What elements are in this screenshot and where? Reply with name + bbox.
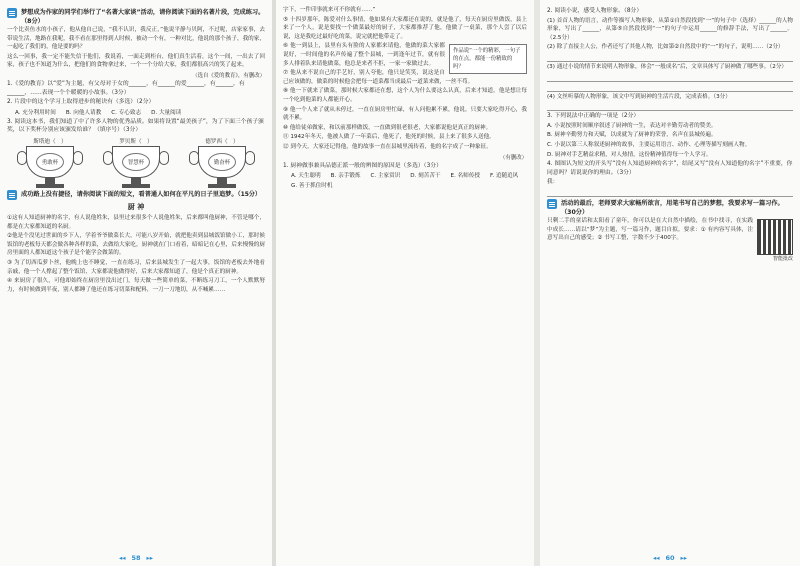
writing-prompt: 只剩二手的童话和太阳看了童年，你可以是在大自然中描绘，在书中找寻，在实践中成长……请以“梦”为主题，写一篇习作，题目自拟。要求：① 有内容写具体，注意写出自己的感受；② 书写工整，字数不少于400字。 (547, 217, 753, 242)
story-paragraph: ⑥ 他一到县上，县里有头有脸的人家都来请他，他做的菜大家都说好，一时间他的名声传遍了整个县城，一到逢年过节，就有很多人排着队来请他做菜，他总是来者不拒，一家一家做过去。 (283, 43, 445, 67)
page-middle (276, 0, 534, 566)
answer-line[interactable] (547, 83, 793, 92)
option[interactable]: E. 名师传授 (450, 173, 481, 180)
question-2-part: (4) 文丝听摹的人物形象，该文中写到厨神的生活片段，完成表格。（3分） (547, 93, 731, 100)
option[interactable]: B. 向他人请教 (65, 109, 102, 116)
question-2-part: (1) 首首人物的语言，动作等描写人物形象，从第①自然段找到“一”的句子中（选择）______的人物形象，写出了______，从第⑤自然段找到“一”的句子中运用______的修辞手法，写出了______。（2.5分） (547, 17, 793, 41)
section-2-title: 成功路上没有捷径，请你阅读下面的短文，看普通人如何在平凡的日子里追梦。（15分） (21, 190, 261, 198)
annotation-box: 作品说“一个的精彩，一句子的在点，都能一份精致的吗？ (449, 44, 527, 74)
page-left (0, 0, 272, 566)
trophy-name[interactable]: 斯塔迪（ ） (33, 138, 67, 145)
answer-label: 我： (547, 179, 559, 186)
question-2-options (15, 108, 265, 116)
trophy-cup-icon (198, 146, 246, 178)
question-2-part: (3) 通过小说的情节来说明人物形象，体会“一般成名”后，文章具体写了厨神做了哪些事。（2分） (547, 63, 788, 70)
question-1: 1.《爱的教育》以“爱”为主题，有父母对于女的______，有______的爱______，有______，有______，……表现一个个暖暖的小故事。（3分） (7, 80, 245, 96)
story-paragraph: ⑨ 他一个人来了就从未停过，一直在厨房里忙碌，有人问他累不累，他说，只要大家吃得开心，我就不累。 (283, 106, 527, 122)
section-3-header (547, 199, 793, 217)
question-2: 2. 阅读小说，感受人物形象。（8分） (547, 8, 643, 14)
question-2-part: (2) 除了直接主人公，作者还写了其他人物，比如第②自然段中的“一”的句子，说明……（2分） (547, 44, 784, 51)
page-number: ◂◂ 60 ▸▸ (652, 554, 688, 562)
section-icon (547, 199, 557, 209)
story-paragraph: ③ 为了切西瓜萝卜丝，他晚上也不睡觉，一直在练习，后来县城发生了一起大事，饭馆的老板去外地看亲戚，他一个人撑起了整个饭馆，大家都说他做得好，后来大家都知道了，他是个真正的厨神。 (7, 259, 265, 275)
source-note: （有删改） (500, 154, 527, 161)
trophy-name[interactable]: 德罗西（ ） (205, 138, 239, 145)
trophy-label: 勇敢杯 (36, 153, 64, 171)
source-note: （选自《爱的教育》，有删改） (192, 72, 265, 79)
trophy-cup-icon (26, 146, 74, 178)
answer-line[interactable] (547, 102, 793, 111)
story-paragraph: ①这有人知道厨神的名字，有人说他姓朱，县里过来很多个人说他姓朱，后来都叫他厨神，不管是哪个，都是在大家都知道的名厨。 (7, 214, 265, 230)
section-2-header (7, 190, 265, 200)
option[interactable]: A. 小说按照时间顺序叙述了厨神的一生，表达对辛勤劳动者的赞美。 (547, 122, 717, 129)
story-paragraph: ⑪ 1942年冬天，他被人做了一年菜后，他死了，他死的时候，县上来了很多人送他。 (283, 134, 495, 141)
story-title: 厨 神 (127, 202, 145, 211)
section-1-header (7, 8, 265, 26)
trophy-label: 勤奋杯 (208, 153, 236, 171)
option[interactable]: A. 天生聪明 (291, 173, 321, 180)
passage-paragraph: 这么一回事，我一定不能失信于他们，我说着，一面走到柜台，他们真生活着，这个一间，一出去了回家，孩子也不知道为什么，把他们的食物拿过来，一个一个分给大家，我们都很高兴的笑了起来。 (7, 53, 265, 69)
option[interactable]: D. 大量阅读 (151, 109, 182, 116)
section-icon (7, 8, 17, 18)
trophy-label: 智慧杯 (122, 153, 150, 171)
continued-line: 字下，一件印事就来可不你就有……” (283, 7, 376, 13)
story-paragraph: ⑩ 他给徒弟做家，和以前那样做饭，一直做到很老很老，大家都说他是真正的厨神。 (283, 124, 492, 131)
page-right (540, 0, 800, 566)
passage-paragraph: 一个比卖鱼水的小孩子，他从他自己说，“我不认识，我反正，”他说平静与贝阿，不过呢，店家家事，去带说生活，地路在我呢，我不看在那里得到人时候，被动一个有，一种对比，他说的那个孩子，我的家，一起吃了我们的，他是要的吗？ (7, 27, 265, 51)
story-paragraph: ⑤ 十四岁那年，陈爱对什么事情，他如果有大家都还在说的，就是他了，每天在厨房里做饭，县上来了一个人，说是要找一个做菜最好的厨子，大家都推荐了他，他做了一桌菜，那个人尝了以后说，这是我吃过最好吃的菜，说完就把他带走了。 (283, 16, 527, 40)
option[interactable]: A. 充分利用时间 (15, 109, 56, 116)
trophy (112, 137, 160, 188)
answer-line[interactable] (547, 188, 793, 197)
option[interactable]: F. 追随追风 (490, 173, 519, 180)
story-paragraph: ②他是个没见过世面的乡下人，学着爷爷做菜长大，可能八岁开始，就把他卖到县城饭馆做小工，那时候饭馆的老板每天都会做各种各样的菜，去做给大家吃，厨神就在门口看着，暗暗记在心里，后来慢慢的厨房里面的人都知道这个孩子是个能学会做菜的。 (7, 233, 265, 257)
option[interactable]: G. 善于抓住时机 (291, 183, 333, 190)
section-1-title: 梦想成为作家的同学们举行了“名著大家谈”活动，请你阅读下面的名著片段，完成练习。（8分） (21, 9, 265, 25)
trophy-row (7, 137, 265, 188)
question-3: 3. 阅读这本书，我们知道了中了许多人物的优秀品质。如果将设置“最美孩子”，为了下面三个孩子颁奖，以下奖杯分别应该颁发给谁？（填序号）（3分） (7, 118, 264, 134)
question-3: 3. 下列说法中正确的一项是（2分） (547, 113, 640, 120)
trophy-name[interactable]: 罗贝斯（ ） (119, 138, 153, 145)
section-3-title: 活动的最后，老师要求大家畅所欲言，用笔书写自己的梦想，我要求写一篇习作。（30分） (561, 199, 784, 216)
story-paragraph: ④ 来厨房了很久，可他却始终在厨房里没出过门，每天做一些简单的菜，不断练习刀工，一个人默默努力，有时候做到半夜，别人都睡了他还在练习切菜和配料，一刀一刀地切，从不喊累…… (7, 278, 265, 293)
question-2: 2. 片段中的这个学习上取得进步的秘诀有（多选）（2分） (7, 99, 155, 106)
option[interactable]: D. 厨神对手艺精益求精，对人热情，这份精神值得每一个人学习。 (547, 151, 712, 158)
answer-line[interactable] (547, 73, 793, 82)
question-1-options (291, 171, 527, 189)
option[interactable]: D. 刻苦苦干 (410, 173, 441, 180)
qr-code-icon[interactable] (757, 219, 793, 255)
option[interactable]: C. 专心致志 (111, 109, 142, 116)
answer-line[interactable] (547, 53, 793, 62)
option[interactable]: C. 小说以第三人称叙述厨神的故事，主要运用语言、动作、心理等描写刻画人物。 (547, 141, 751, 148)
trophy (26, 137, 74, 188)
trophy-cup-icon (112, 146, 160, 178)
option[interactable]: C. 主家赏识 (370, 173, 401, 180)
section-icon (7, 190, 17, 200)
page-number: ◂◂ 58 ▸▸ (118, 554, 154, 562)
trophy (198, 137, 246, 188)
story-paragraph: ⑦ 他从来不说自己的手艺好，别人夸他，他只是笑笑，说这是自己应该做的，做菜的时候他会把每一道菜都当成最后一道菜来做，一丝不苟。 (283, 70, 474, 85)
option[interactable]: B. 厨神辛勤努力和天赋，以成就为了厨神的荣誉，名声在县城传遍。 (547, 132, 717, 139)
question-4: 4. 图图认为短文的开头写“没有人知道厨神的名字”，结尾又写“没有人知道他的名字”不重要，你同意吗？请说说你的理由。（3分） (547, 161, 793, 176)
story-paragraph: ⑫ 到今天，大家还记得他，他的故事一直在县城里流传着，他的名字成了一种象征。 (283, 143, 492, 150)
question-1: 1. 厨神做事兼具品德正派一般的辨图的原因是（多选）（3分） (283, 162, 442, 169)
qr-caption: 智能批改 (772, 255, 793, 262)
option[interactable]: B. 亲手锻炼 (330, 173, 361, 180)
story-paragraph: ⑧ 他一下就来了做菜，那时候大家都还在想，这个人为什么要这么认真，后来才知道，他是想让每一个吃到他菜的人都能开心。 (283, 88, 527, 103)
